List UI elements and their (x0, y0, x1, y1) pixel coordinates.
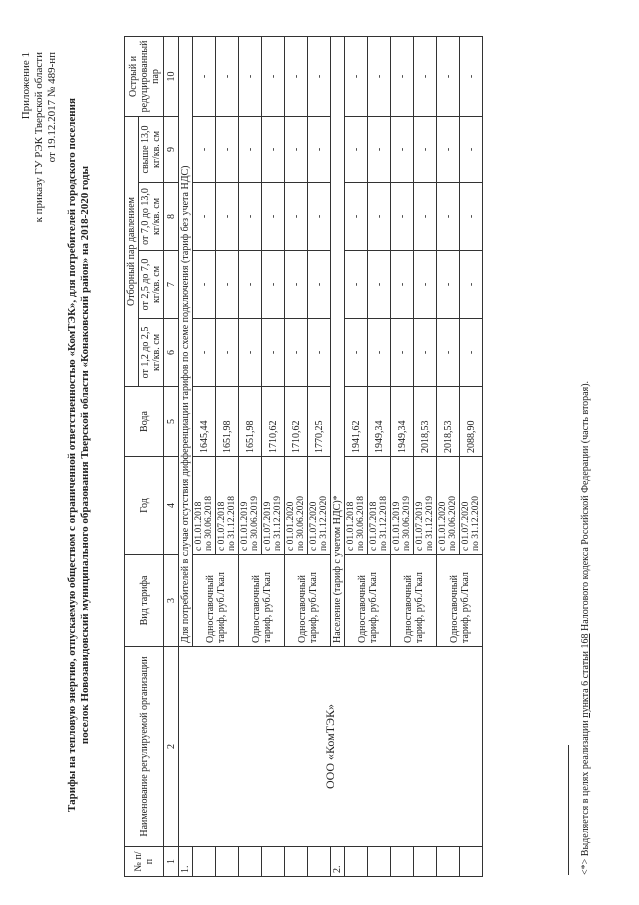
steam-value: - (391, 319, 414, 387)
steam-value: - (285, 183, 308, 251)
index-cell (460, 847, 483, 877)
steam-value: - (460, 319, 483, 387)
table-body (164, 36, 483, 876)
water-value: 2088,90 (460, 387, 483, 457)
steam-value: - (414, 36, 437, 116)
steam-value: - (193, 116, 216, 182)
steam-value: - (391, 116, 414, 182)
steam-value: - (368, 116, 391, 182)
steam-value: - (308, 251, 331, 319)
period-cell (262, 457, 285, 555)
header-steam-2: от 2,5 до 7,0 кг/кв. см (139, 251, 164, 319)
column-number: 7 (164, 251, 179, 319)
tariff-kind: Одноставочный тариф, руб./Гкал (239, 555, 285, 647)
period-cell (437, 457, 460, 555)
period-from: с 01.07.2019 (415, 501, 425, 551)
header-steam-4: свыше 13,0 кг/кв. см (139, 116, 164, 182)
period-to: по 30.06.2019 (402, 496, 412, 551)
steam-value: - (239, 319, 262, 387)
column-numbers-row (164, 36, 179, 876)
period-to: по 31.12.2020 (319, 496, 329, 551)
period-from: с 01.07.2018 (369, 501, 379, 551)
steam-value: - (368, 36, 391, 116)
period-cell (391, 457, 414, 555)
section-label: Для потребителей в случае отсутствия дифференциации тарифов по схеме подключения (тариф без учета НДС) (179, 36, 193, 646)
steam-value: - (193, 36, 216, 116)
order-date: от 19.12.2017 № 489-нп (46, 52, 58, 163)
column-number: 8 (164, 183, 179, 251)
steam-value: - (239, 251, 262, 319)
steam-value: - (391, 251, 414, 319)
water-value: 1941,62 (345, 387, 368, 457)
steam-value: - (239, 36, 262, 116)
header-kind: Вид тарифа (125, 555, 164, 647)
period-to: по 30.06.2018 (204, 496, 214, 551)
steam-value: - (308, 36, 331, 116)
period-from: с 01.07.2018 (217, 501, 227, 551)
steam-value: - (262, 319, 285, 387)
period-from: с 01.01.2019 (392, 501, 402, 551)
steam-value: - (414, 183, 437, 251)
steam-value: - (262, 251, 285, 319)
steam-value: - (216, 319, 239, 387)
footnote-link[interactable]: пункта 6 статьи 168 (580, 633, 591, 718)
period-to: по 30.06.2020 (296, 496, 306, 551)
steam-value: - (216, 116, 239, 182)
period-to: по 31.12.2018 (227, 496, 237, 551)
water-value: 2018,53 (437, 387, 460, 457)
period-from: с 01.07.2020 (461, 501, 471, 551)
steam-value: - (460, 116, 483, 182)
index-cell (239, 847, 262, 877)
period-to: по 30.06.2020 (448, 496, 458, 551)
water-value: 2018,53 (414, 387, 437, 457)
section-index: 1. (179, 847, 193, 877)
column-number: 9 (164, 116, 179, 182)
period-from: с 01.01.2018 (194, 501, 204, 551)
footnote-prefix: <*> Выделяется в целях реализации (580, 717, 591, 875)
index-cell (308, 847, 331, 877)
column-number: 1 (164, 847, 179, 877)
water-value: 1645,44 (193, 387, 216, 457)
header-sharp-steam: Острый и редуцированный пар (125, 36, 164, 116)
period-cell (216, 457, 239, 555)
steam-value: - (308, 116, 331, 182)
index-cell (285, 847, 308, 877)
document-title (66, 45, 92, 865)
index-cell (345, 847, 368, 877)
steam-value: - (216, 183, 239, 251)
steam-value: - (216, 36, 239, 116)
steam-value: - (285, 116, 308, 182)
period-to: по 31.12.2018 (379, 496, 389, 551)
steam-value: - (345, 251, 368, 319)
title-line-2: поселок Новозавидовский муниципального образования Тверской области «Конаковский район» на 2018-2020 годы (79, 165, 91, 745)
period-cell (239, 457, 262, 555)
index-cell (391, 847, 414, 877)
steam-value: - (345, 183, 368, 251)
period-cell (345, 457, 368, 555)
water-value: 1651,98 (239, 387, 262, 457)
steam-value: - (414, 251, 437, 319)
org-name: ООО «КомТЭК» (179, 647, 483, 847)
steam-value: - (391, 183, 414, 251)
steam-value: - (216, 251, 239, 319)
column-number: 6 (164, 319, 179, 387)
steam-value: - (437, 319, 460, 387)
steam-value: - (414, 319, 437, 387)
header-year: Год (125, 457, 164, 555)
steam-value: - (193, 251, 216, 319)
steam-value: - (239, 183, 262, 251)
period-to: по 30.06.2019 (250, 496, 260, 551)
index-cell (216, 847, 239, 877)
order-reference (20, 52, 59, 222)
header-org: Наименование регулируемой организации (125, 647, 164, 847)
header-steam-1: от 1,2 до 2,5 кг/кв. см (139, 319, 164, 387)
steam-value: - (308, 183, 331, 251)
steam-value: - (368, 319, 391, 387)
footnote (580, 381, 591, 875)
period-to: по 31.12.2020 (471, 496, 481, 551)
water-value: 1949,34 (391, 387, 414, 457)
steam-value: - (460, 36, 483, 116)
steam-value: - (262, 36, 285, 116)
period-cell (414, 457, 437, 555)
period-from: с 01.07.2019 (263, 501, 273, 551)
steam-value: - (460, 183, 483, 251)
footnote-suffix: Налогового кодекса Российской Федерации (часть вторая). (580, 380, 591, 634)
water-value: 1651,98 (216, 387, 239, 457)
column-number: 3 (164, 555, 179, 647)
steam-value: - (345, 116, 368, 182)
period-from: с 01.07.2020 (309, 501, 319, 551)
steam-value: - (345, 319, 368, 387)
steam-value: - (345, 36, 368, 116)
header-steam-3: от 7,0 до 13,0 кг/кв. см (139, 183, 164, 251)
steam-value: - (285, 36, 308, 116)
period-cell (308, 457, 331, 555)
tariff-kind: Одноставочный тариф, руб./Гкал (345, 555, 391, 647)
tariff-kind: Одноставочный тариф, руб./Гкал (285, 555, 331, 647)
steam-value: - (437, 183, 460, 251)
index-cell (368, 847, 391, 877)
steam-value: - (437, 36, 460, 116)
steam-value: - (368, 251, 391, 319)
water-value: 1770,25 (308, 387, 331, 457)
index-cell (193, 847, 216, 877)
steam-value: - (414, 116, 437, 182)
period-to: по 31.12.2019 (273, 496, 283, 551)
column-number: 10 (164, 36, 179, 116)
steam-value: - (308, 319, 331, 387)
steam-value: - (460, 251, 483, 319)
steam-value: - (262, 183, 285, 251)
water-value: 1710,62 (285, 387, 308, 457)
column-number: 4 (164, 457, 179, 555)
period-cell (368, 457, 391, 555)
period-from: с 01.01.2019 (240, 501, 250, 551)
steam-value: - (193, 183, 216, 251)
section-index: 2. (331, 847, 345, 877)
period-from: с 01.01.2018 (346, 501, 356, 551)
tariff-kind: Одноставочный тариф, руб./Гкал (437, 555, 483, 647)
water-value: 1949,34 (368, 387, 391, 457)
steam-value: - (368, 183, 391, 251)
column-number: 2 (164, 647, 179, 847)
period-to: по 31.12.2019 (425, 496, 435, 551)
steam-value: - (193, 319, 216, 387)
steam-value: - (285, 319, 308, 387)
period-cell (193, 457, 216, 555)
tariff-kind: Одноставочный тариф, руб./Гкал (391, 555, 437, 647)
footnote-divider (568, 745, 569, 875)
period-to: по 30.06.2018 (356, 496, 366, 551)
section-label: Население (тариф с учетом НДС)* (331, 36, 345, 646)
appendix-label: Приложение 1 (20, 52, 32, 120)
steam-value: - (391, 36, 414, 116)
period-cell (285, 457, 308, 555)
steam-value: - (239, 116, 262, 182)
header-water: Вода (125, 387, 164, 457)
column-number: 5 (164, 387, 179, 457)
steam-value: - (262, 116, 285, 182)
period-from: с 01.01.2020 (286, 501, 296, 551)
tariff-table (124, 36, 483, 877)
index-cell (414, 847, 437, 877)
section-row (179, 36, 193, 876)
steam-value: - (437, 251, 460, 319)
steam-value: - (285, 251, 308, 319)
index-cell (262, 847, 285, 877)
index-cell (437, 847, 460, 877)
title-line-1: Тарифы на тепловую энергию, отпускаемую обществом с ограниченной ответственностью «КомТЭК», для потребителей городского поселения (66, 98, 78, 812)
header-no: № п/п (125, 847, 164, 877)
period-cell (460, 457, 483, 555)
header-steam-group: Отборный пар давлением (125, 116, 139, 386)
period-from: с 01.01.2020 (438, 501, 448, 551)
order-line: к приказу ГУ РЭК Тверской области (33, 52, 45, 223)
steam-value: - (437, 116, 460, 182)
tariff-kind: Одноставочный тариф, руб./Гкал (193, 555, 239, 647)
water-value: 1710,62 (262, 387, 285, 457)
